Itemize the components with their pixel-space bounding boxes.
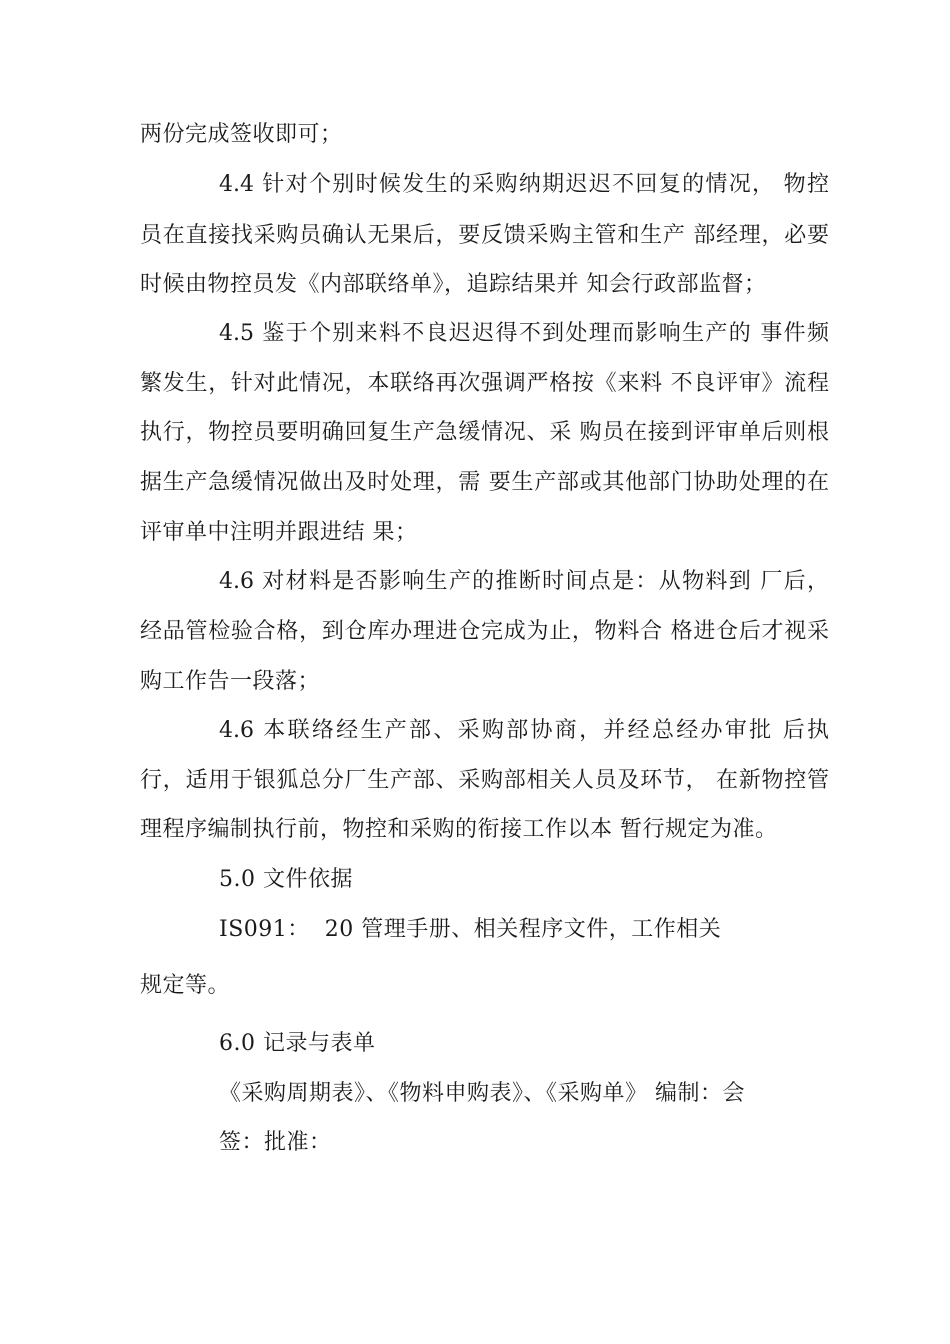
text-line: 繁发生，针对此情况，本联络再次强调严格按《来料 不良评审》流程 — [140, 371, 829, 396]
text-line: 购工作告一段落； — [140, 669, 321, 694]
text-line: 规定等。 — [140, 973, 231, 998]
text-line: 4.6 对材料是否影响生产的推断时间点是：从物料到 厂后， — [219, 569, 829, 594]
text-line: 员在直接找采购员确认无果后，要反馈采购主管和生产 部经理，必要 — [140, 223, 829, 248]
text-line: 4.5 鉴于个别来料不良迟迟得不到处理而影响生产的 事件频 — [219, 321, 829, 346]
text-line: IS091： 20 管理手册、相关程序文件，工作相关 — [219, 917, 722, 942]
text-line: 执行，物控员要明确回复生产急缓情况、采 购员在接到评审单后则根 — [140, 420, 829, 445]
text-line: 《采购周期表》、《物料申购表》、《采购单》 编制：会 — [219, 1081, 745, 1106]
section-heading: 5.0 文件依据 — [219, 867, 353, 892]
text-line: 两份完成签收即可； — [140, 122, 343, 147]
text-line: 行，适用于银狐总分厂生产部、采购部相关人员及环节， 在新物控管 — [140, 768, 829, 793]
text-line: 据生产急缓情况做出及时处理，需 要生产部或其他部门协助处理的在 — [140, 470, 829, 495]
section-heading: 6.0 记录与表单 — [219, 1031, 376, 1056]
text-line: 4.4 针对个别时候发生的采购纳期迟迟不回复的情况， 物控 — [219, 172, 829, 197]
text-line: 时候由物控员发《内部联络单》，追踪结果并 知会行政部监督； — [140, 272, 767, 297]
text-line: 4.6 本联络经生产部、采购部协商，并经总经办审批 后执 — [219, 718, 829, 743]
text-line: 评审单中注明并跟进结 果； — [140, 520, 418, 545]
text-line: 理程序编制执行前，物控和采购的衔接工作以本 暂行规定为准。 — [140, 817, 778, 842]
text-line: 经品管检验合格，到仓库办理进仓完成为止，物料合 格进仓后才视采 — [140, 619, 829, 644]
signature-line: 签：批准： — [219, 1130, 332, 1155]
